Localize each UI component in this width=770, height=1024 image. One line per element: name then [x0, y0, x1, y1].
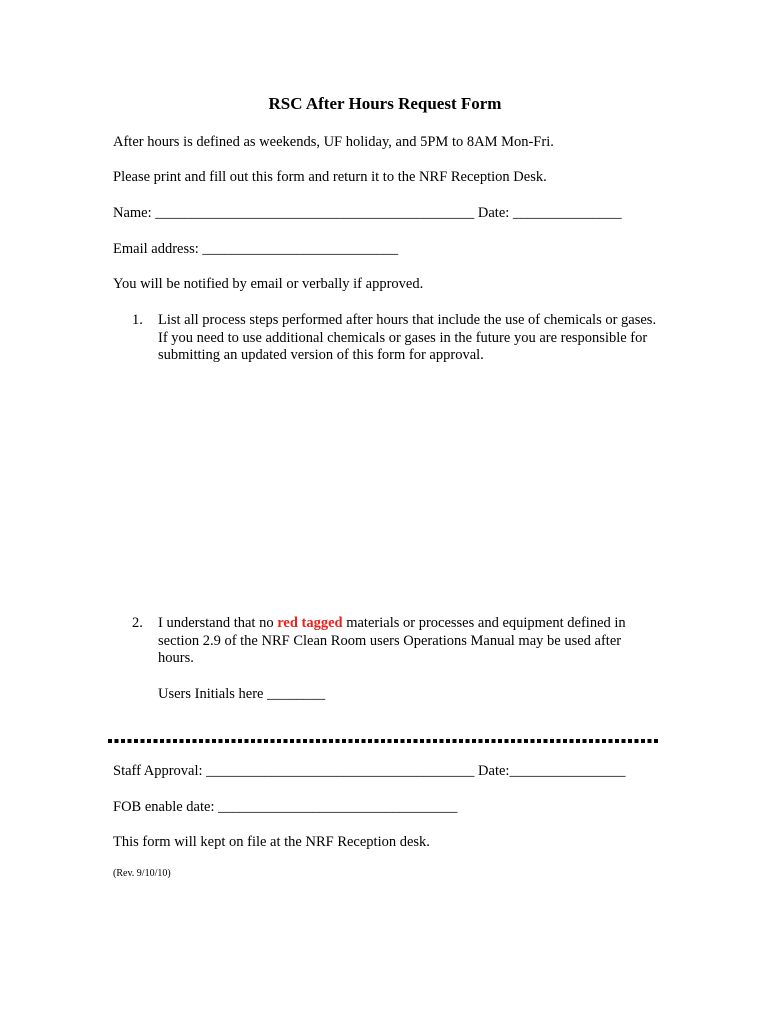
acknowledgement-text-end: materials or processes and equipment defined in section 2.9 of the NRF Clean Room users Operations Manual may be used after hours.: [158, 615, 626, 666]
list-item-number: 1.: [132, 312, 143, 328]
red-tagged-emphasis: red tagged: [277, 615, 343, 631]
after-hours-definition: After hours is defined as weekends, UF holiday, and 5PM to 8AM Mon-Fri.: [113, 134, 554, 150]
process-steps-instruction: List all process steps performed after hours that include the use of chemicals or gases. If you need to use additional chemicals or gases in the future you are responsible for submitting an updated version of this form for approval.: [158, 312, 657, 363]
notification-text: You will be notified by email or verbally if approved.: [113, 276, 424, 292]
form-title: RSC After Hours Request Form: [268, 94, 502, 113]
users-initials-field: Users Initials here ________: [158, 686, 326, 702]
instructions-text: Please print and fill out this form and return it to the NRF Reception Desk.: [113, 169, 547, 185]
file-note: This form will kept on file at the NRF Reception desk.: [113, 834, 430, 850]
dotted-divider: [108, 739, 658, 743]
list-item-number: 2.: [132, 615, 143, 631]
acknowledgement-text-start: I understand that no: [158, 615, 278, 631]
fob-enable-date-field: FOB enable date: _________________________________: [113, 799, 458, 815]
revision-note: (Rev. 9/10/10): [113, 868, 171, 879]
email-field: Email address: ___________________________: [113, 241, 399, 257]
staff-approval-field: Staff Approval: _____________________________________ Date:________________: [113, 763, 626, 779]
red-tag-acknowledgement: [158, 615, 658, 668]
name-date-field: Name: ____________________________________________ Date: _______________: [113, 205, 622, 221]
